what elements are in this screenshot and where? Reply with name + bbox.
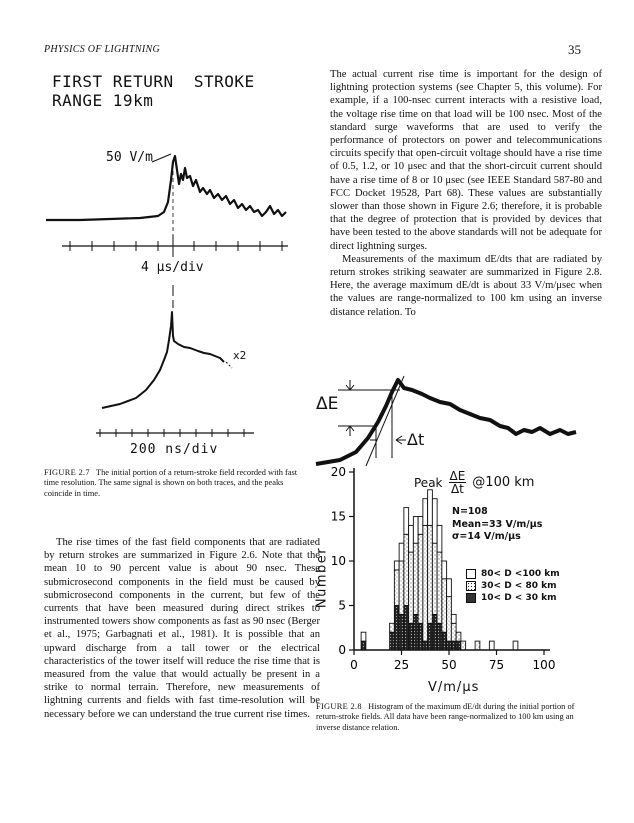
bar-80-100km: [451, 614, 456, 623]
bar-80-100km: [437, 525, 442, 552]
inset-delta-t-label: Δt: [407, 430, 425, 449]
stat-sigma: σ=14 V/m/μs: [452, 531, 521, 542]
bar-10-30km: [409, 623, 414, 650]
bar-80-100km: [432, 499, 437, 544]
bar-10-30km: [390, 632, 395, 650]
legend-label: 80< D <100 km: [481, 569, 560, 579]
bar-80-100km: [361, 632, 366, 641]
bar-10-30km: [447, 641, 452, 650]
bar-80-100km: [413, 517, 418, 544]
legend-swatch-white: [466, 569, 476, 579]
bar-80-100km: [513, 641, 518, 650]
bar-10-30km: [418, 623, 423, 650]
top-trace-amplitude-label: 50 V/m: [106, 150, 153, 165]
y-tick-label: 15: [330, 509, 346, 524]
peak-suffix: @100 km: [472, 475, 535, 490]
y-tick-label: 20: [330, 465, 346, 479]
bar-30-80km: [442, 579, 447, 632]
bar-30-80km: [475, 641, 480, 650]
figure-2-8-caption-text: Histogram of the maximum dE/dt during the initial portion of return-stroke fields. All data have been range-normalized to 100 km using an inverse distance relation.: [316, 702, 575, 732]
page-number: 35: [568, 42, 581, 57]
running-title: PHYSICS OF LIGHTNING: [44, 44, 161, 55]
bar-80-100km: [399, 543, 404, 561]
figure-2-7-title-line2: RANGE 19km: [52, 91, 154, 110]
legend-item: [466, 592, 560, 604]
bar-30-80km: [413, 543, 418, 614]
bar-30-80km: [390, 623, 395, 632]
bar-80-100km: [447, 579, 452, 597]
bar-10-30km: [428, 623, 433, 650]
peak-label: Peak: [414, 475, 443, 490]
right-column-text: [330, 68, 602, 319]
peak-fraction-denominator: Δt: [450, 482, 464, 496]
bar-30-80km: [447, 597, 452, 642]
stat-n: N=108: [452, 506, 488, 517]
bar-10-30km: [456, 641, 461, 650]
figure-2-7-traces: [40, 140, 300, 460]
bar-10-30km: [413, 614, 418, 650]
bottom-trace-marker: x2: [233, 349, 247, 362]
bar-30-80km: [404, 534, 409, 605]
legend-label: 30< D < 80 km: [481, 581, 557, 591]
histogram-ylabel: Number: [314, 546, 330, 609]
x-tick-label: 100: [532, 658, 556, 672]
bar-10-30km: [437, 623, 442, 650]
bar-30-80km: [437, 552, 442, 623]
bar-30-80km: [399, 561, 404, 614]
figure-2-8-inset: [310, 368, 586, 468]
figure-2-8-histogram: [314, 462, 604, 692]
bar-30-80km: [394, 570, 399, 606]
bar-80-100km: [418, 517, 423, 535]
bar-10-30km: [451, 641, 456, 650]
peak-fraction: [449, 470, 467, 495]
bottom-trace-time-scale: 200 ns/div: [130, 442, 219, 457]
bar-80-100km: [409, 525, 414, 552]
bar-80-100km: [404, 508, 409, 535]
bar-30-80km: [451, 623, 456, 641]
bar-30-80km: [409, 552, 414, 623]
bar-30-80km: [461, 641, 466, 650]
bar-10-30km: [361, 641, 366, 650]
figure-2-8-caption: [316, 702, 596, 733]
figure-2-7-caption-label: FIGURE 2.7: [44, 468, 90, 477]
histogram-legend: [466, 568, 560, 604]
body-paragraph: The actual current rise time is important for the design of lightning protection systems (see Chapter 5, this volume). For example, if a 100-nsec current interacts with a resistive load, the voltage rise time on that load will be 100 nsec. Most of the standard surge waveforms that are used to verify the performance of protectors on power and telecommunications circuits specify that open-circuit voltage should have a rise time of 0.5, 1.2, or 10 μsec and that the short-circuit current should have a rise time of 8 or 10 μsec (see IEEE Standard 587-80 and FCC Docket 19528, Part 68). These values are substantially slower than those shown in Figure 2.6; therefore, it is probable that the degree of protection that is provided by devices that have been tested to the above standards will not be adequate for direct lightning surges.: [330, 69, 602, 252]
bar-10-30km: [404, 606, 409, 651]
y-tick-label: 10: [330, 554, 346, 568]
legend-label: 10< D < 30 km: [481, 593, 557, 603]
bar-10-30km: [394, 606, 399, 651]
bar-80-100km: [423, 499, 428, 526]
bar-80-100km: [489, 641, 494, 650]
y-tick-label: 0: [338, 643, 346, 657]
body-paragraph: Measurements of the maximum dE/dts that are radiated by return strokes striking seawater are summarized in Figure 2.8. Here, the average maximum dE/dt is about 33 V/m/μsec when the values are range-normalized to 100 km using an inverse distance relation. To: [330, 253, 602, 318]
x-tick-label: 0: [350, 658, 358, 672]
bar-10-30km: [442, 632, 447, 650]
x-tick-label: 75: [488, 658, 505, 672]
histogram-peak-label: [414, 470, 534, 495]
bar-80-100km: [442, 561, 447, 579]
legend-item: [466, 580, 560, 592]
stat-mean: Mean=33 V/m/μs: [452, 518, 543, 530]
bar-80-100km: [428, 490, 433, 526]
legend-item: [466, 568, 560, 580]
inset-delta-e-label: ΔE: [316, 394, 339, 414]
bar-30-80km: [423, 525, 428, 641]
top-trace-time-scale: 4 μs/div: [141, 260, 204, 275]
body-paragraph: The rise times of the fast field components that are radiated by return strokes are summarized in Figure 2.6. Note that the mean 10 to 90 percent value is about 90 nsec. These submicrosecond components in the field must be caused by submicrosecond components in the current, but few of the currents that have been measured during direct strikes to instrumented towers show components as fast as 90 nsec (Berger et al., 1975; Garbagnati et al., 1981). It is possible that an upward discharge from a tall tower or the electrical characteristics of the tower itself will reduce the rise time that is measured from the value that would actually be present in a strike to normal terrain. Therefore, new measurements of lightning currents and fields with fast time-resolution will be necessary before we can understand the true current rise times.: [44, 537, 320, 720]
bar-80-100km: [394, 561, 399, 570]
figure-2-8-caption-label: FIGURE 2.8: [316, 702, 362, 711]
bar-10-30km: [432, 614, 437, 650]
figure-2-7-caption-text: The initial portion of a return-stroke field recorded with fast time resolution. The same signal is shown on both traces, and the peaks coincide in time.: [44, 468, 298, 498]
legend-swatch-dotted: [466, 581, 476, 591]
x-tick-label: 25: [393, 658, 410, 672]
figure-2-7-title-line1: FIRST RETURN STROKE: [52, 72, 255, 91]
figure-2-7-caption: [44, 468, 312, 499]
y-tick-label: 5: [338, 598, 346, 613]
histogram-stats: [452, 506, 542, 544]
bar-30-80km: [432, 543, 437, 614]
x-tick-label: 50: [441, 658, 457, 672]
bar-10-30km: [423, 641, 428, 650]
bar-10-30km: [399, 614, 404, 650]
histogram-xlabel: V/m/μs: [428, 680, 480, 695]
bar-30-80km: [428, 525, 433, 623]
legend-swatch-dark: [466, 593, 476, 603]
bar-30-80km: [418, 534, 423, 623]
peak-fraction-numerator: ΔE: [449, 469, 466, 483]
bar-30-80km: [456, 632, 461, 641]
left-column-text: [44, 536, 320, 721]
